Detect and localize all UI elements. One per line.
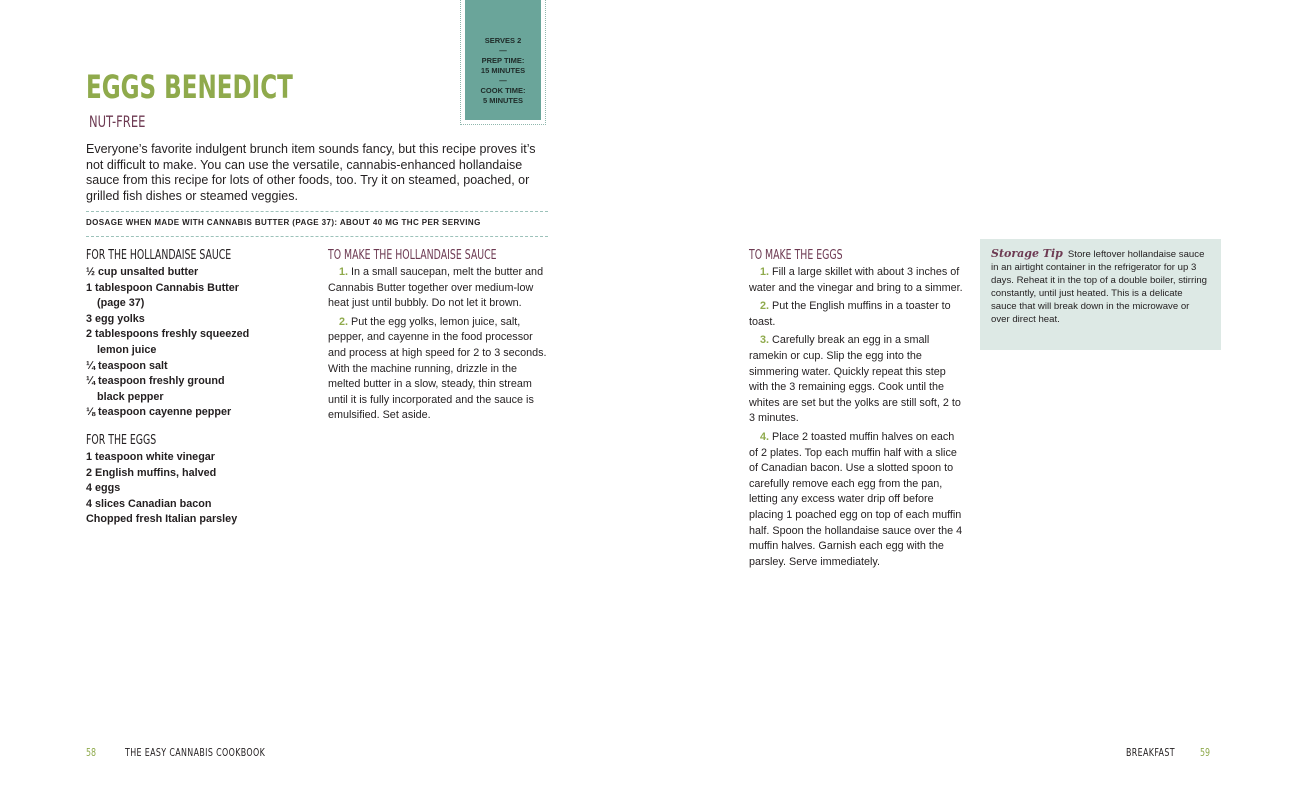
ingredient-item: 3 egg yolks: [86, 312, 145, 325]
sauce-method-heading: TO MAKE THE HOLLANDAISE SAUCE: [328, 248, 497, 263]
storage-tip-text: Store leftover hollandaise sauce in an airtight container in the refrigerator for up 3 days. Reheat it in the top of a double boiler, stirring constantly, until just heated. This is a delicate sauce that will break down in the microwave or over direct heat.: [991, 249, 1207, 325]
book-title: THE EASY CANNABIS COOKBOOK: [125, 746, 266, 759]
prep-time-label: PREP TIME:: [481, 56, 525, 65]
sauce-ingredients-list: [86, 265, 286, 421]
serves-box-frame: [460, 0, 546, 125]
sauce-method-column: [328, 248, 548, 427]
eggs-steps: [749, 265, 964, 570]
ingredient-item: ¼ teaspoon salt: [86, 359, 168, 372]
recipe-title: EGGS BENEDICT: [86, 68, 293, 106]
dotted-divider: [86, 211, 548, 212]
ingredient-item: 4 eggs: [86, 482, 121, 495]
eggs-method-heading: TO MAKE THE EGGS: [749, 248, 843, 263]
eggs-method-column: [749, 248, 964, 573]
storage-tip-label: Storage Tip: [991, 247, 1063, 260]
ingredient-item: Chopped fresh Italian parsley: [86, 513, 238, 526]
ingredient-item: 2 tablespoons freshly squeezed lemon juice: [86, 328, 250, 356]
eggs-ingredients-list: [86, 450, 286, 528]
sauce-steps: [328, 265, 548, 424]
ingredient-item: 1 tablespoon Cannabis Butter (page 37): [86, 281, 239, 310]
ingredient-item: ¼ teaspoon freshly ground black pepper: [86, 375, 225, 403]
divider: —: [499, 46, 507, 55]
ingredient-item: ½ cup unsalted butter: [86, 266, 199, 278]
divider: —: [499, 76, 507, 85]
step-item: 1. In a small saucepan, melt the butter and Cannabis Butter together over medium-low heat just until bubbly. Do not let it brown.: [328, 266, 544, 310]
step-item: 3. Carefully break an egg in a small ramekin or cup. Slip the egg into the simmering water. Quickly repeat this step with the 3 remaining eggs. Cook until the whites are set but the yolks are still soft, 2 to 3 minutes.: [749, 334, 961, 425]
serves-label: SERVES 2: [484, 36, 522, 45]
recipe-intro: Everyone’s favorite indulgent brunch item sounds fancy, but this recipe proves it’s not difficult to make. You can use the versatile, cannabis-enhanced hollandaise sauce from this recipe for lots of other foods, too. Try it on steamed, poached, or grilled fish dishes or steamed veggies.: [86, 142, 536, 203]
recipe-subtitle: NUT-FREE: [89, 112, 146, 131]
left-page-number: 58: [86, 746, 97, 759]
prep-time-value: 15 MINUTES: [480, 66, 526, 75]
ingredients-column: [86, 248, 286, 528]
right-page-number: 59: [1200, 746, 1211, 759]
dosage-note: DOSAGE WHEN MADE WITH CANNABIS BUTTER (PAGE 37): ABOUT 40 MG THC PER SERVING: [86, 218, 481, 227]
storage-tip-box: [980, 239, 1221, 350]
sauce-ingredients-heading: FOR THE HOLLANDAISE SAUCE: [86, 248, 232, 263]
ingredient-item: 1 teaspoon white vinegar: [86, 450, 215, 463]
cook-time-label: COOK TIME:: [480, 86, 526, 95]
ingredient-item: 2 English muffins, halved: [86, 466, 217, 479]
ingredient-item: 4 slices Canadian bacon: [86, 497, 212, 510]
step-item: 2. Put the English muffins in a toaster to toast.: [749, 300, 951, 328]
dotted-divider: [86, 236, 548, 237]
step-item: 2. Put the egg yolks, lemon juice, salt, pepper, and cayenne in the food processor and process at high speed for 2 to 3 seconds. With the machine running, drizzle in the melted butter in a slow, steady, thin stream until it is fully incorporated and the sauce is emulsified. Set aside.: [328, 315, 547, 422]
cook-time-value: 5 MINUTES: [482, 96, 523, 105]
step-item: 1. Fill a large skillet with about 3 inches of water and the vinegar and bring to a simmer.: [749, 266, 963, 294]
ingredient-item: ⅛ teaspoon cayenne pepper: [86, 406, 232, 419]
eggs-ingredients-heading: FOR THE EGGS: [86, 432, 157, 448]
step-item: 4. Place 2 toasted muffin halves on each of 2 plates. Top each muffin half with a slice of Canadian bacon. Use a slotted spoon to carefully remove each egg from the pan, letting any excess water drip off before placing 1 poached egg on top of each muffin half. Spoon the hollandaise sauce over the 4 muffin halves. Garnish each egg with the parsley. Serve immediately.: [749, 430, 963, 568]
section-name: BREAKFAST: [1126, 746, 1175, 759]
serves-box: [465, 0, 541, 120]
